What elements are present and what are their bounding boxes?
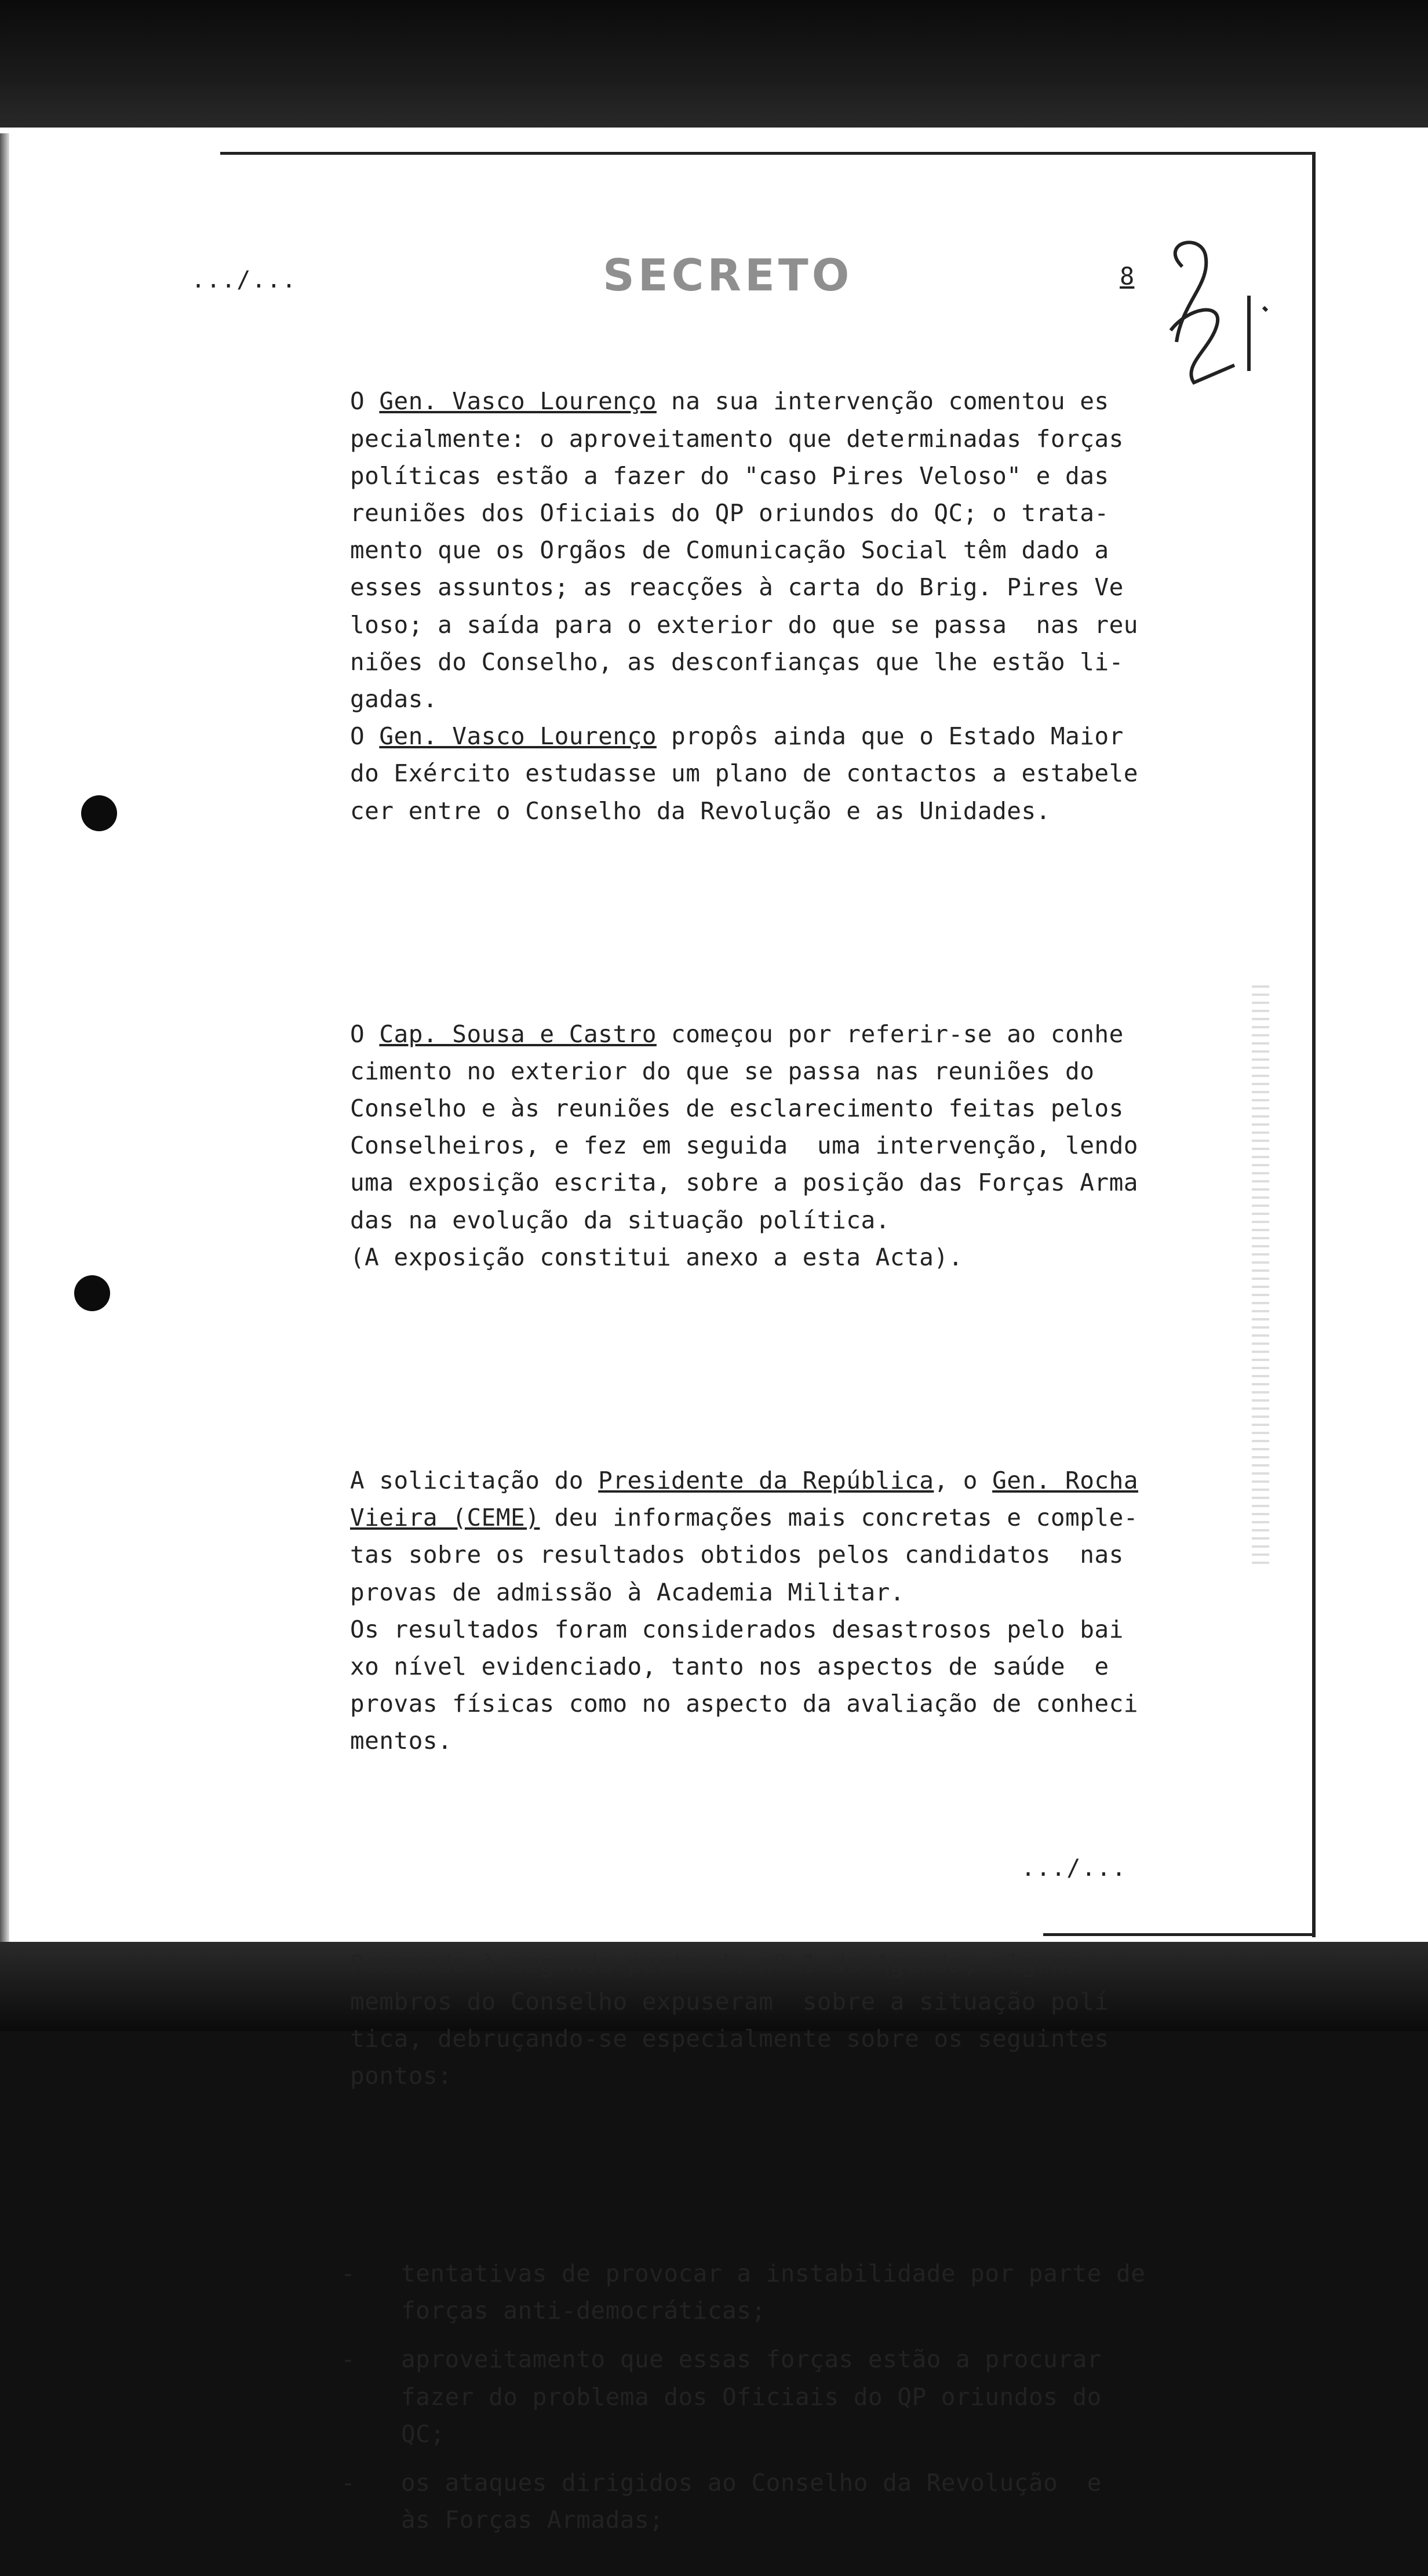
text-run: membros do Conselho expuseram sobre a situação polí	[350, 1987, 1109, 2015]
continuation-marker-bottom: .../...	[1021, 1855, 1127, 1882]
text-line	[350, 792, 1150, 829]
text-run: deu informações mais concretas e comple-	[540, 1504, 1138, 1532]
text-line	[350, 1239, 1150, 1276]
text-run: tas sobre os resultados obtidos pelos candidatos nas	[350, 1541, 1124, 1569]
text-run: esses assuntos; as reacções à carta do Brig. Pires Ve	[350, 573, 1124, 602]
text-line	[350, 1462, 1150, 1499]
punch-hole-icon	[74, 1275, 110, 1311]
text-line	[350, 1685, 1150, 1722]
continuation-marker-top: .../...	[191, 267, 297, 293]
text-line	[350, 457, 1150, 494]
underlined-name: Gen. Vasco Lourenço	[379, 387, 657, 416]
text-line	[350, 1016, 1150, 1053]
text-line	[350, 420, 1150, 457]
text-line	[350, 1053, 1150, 1090]
text-line	[350, 1536, 1150, 1573]
underlined-name: Gen. Vasco Lourenço	[379, 722, 657, 751]
underlined-name: Presidente da República	[598, 1466, 934, 1494]
text-line	[350, 1202, 1150, 1239]
text-line	[350, 681, 1150, 718]
text-line	[350, 1945, 1150, 1982]
scan-edge-left	[0, 133, 9, 1942]
bullet-dash: -	[341, 2345, 356, 2374]
text-run: cimento no exterior do que se passa nas reuniões do	[350, 1057, 1095, 1085]
paragraph-rocha-vieira	[350, 1462, 1150, 1760]
text-run: das na evolução da situação política.	[350, 1206, 890, 1234]
text-run: niões do Conselho, as desconfianças que lhe estão li-	[350, 647, 1124, 676]
text-line	[350, 494, 1150, 532]
text-run: políticas estão a fazer do "caso Pires Veloso" e das	[350, 461, 1109, 490]
text-line	[350, 532, 1150, 569]
text-run: começou por referir-se ao conhe	[656, 1020, 1124, 1048]
text-run: O	[350, 722, 380, 751]
points-list	[341, 2255, 1150, 2538]
text-line	[350, 1499, 1150, 1536]
list-item-line: forças anti-democráticas;	[401, 2297, 766, 2325]
text-run: provas físicas como no aspecto da avaliação de conheci	[350, 1690, 1138, 1718]
list-item-line: os ataques dirigidos ao Conselho da Revolução e	[401, 2468, 1102, 2497]
text-line	[350, 643, 1150, 681]
text-run: xo nível evidenciado, tanto nos aspectos de saúde e	[350, 1652, 1109, 1680]
scan-border-top	[0, 0, 1428, 133]
list-item	[341, 2341, 1150, 2453]
text-run: , o	[934, 1466, 993, 1494]
text-run: Os resultados foram considerados desastrosos pelo bai	[350, 1615, 1124, 1643]
list-item-line: tentativas de provocar a instabilidade por parte de	[401, 2259, 1146, 2287]
paragraph-vasco-lourenco	[350, 383, 1150, 829]
text-run: Conselheiros, e fez em seguida uma intervenção, lendo	[350, 1131, 1138, 1160]
document-body	[341, 308, 1150, 2576]
bullet-dash: -	[341, 2468, 356, 2497]
text-line	[350, 383, 1150, 420]
page-number: 8	[1120, 262, 1135, 290]
text-run: do Exército estudasse um plano de contactos a estabele	[350, 759, 1138, 788]
list-item	[341, 2255, 1150, 2329]
text-line	[350, 606, 1150, 643]
text-line	[350, 1611, 1150, 1648]
text-run: Passando à segunda parte do nº 1 da Agenda, alguns	[350, 1950, 1080, 1978]
text-line	[350, 1164, 1150, 1201]
paragraph-gap	[350, 904, 1150, 941]
paragraph-gap	[350, 2169, 1150, 2181]
text-line	[350, 1983, 1150, 2020]
text-line	[350, 569, 1150, 606]
list-item	[341, 2464, 1150, 2538]
text-line	[350, 1090, 1150, 1127]
text-line	[350, 718, 1150, 755]
text-line	[350, 2057, 1150, 2094]
text-line	[350, 2020, 1150, 2057]
list-item-line: fazer do problema dos Oficiais do QP oriundos do	[401, 2382, 1102, 2411]
text-line	[350, 1574, 1150, 1611]
classification-stamp: SECRETO	[603, 249, 853, 301]
text-run: provas de admissão à Academia Militar.	[350, 1578, 905, 1606]
list-item-line: aproveitamento que essas forças estão a procurar	[401, 2345, 1102, 2374]
text-run: mentos.	[350, 1727, 453, 1755]
text-run: O	[350, 387, 380, 416]
text-line	[350, 1722, 1150, 1759]
text-run: mento que os Orgãos de Comunicação Social têm dado a	[350, 536, 1109, 565]
text-run: pontos:	[350, 2061, 453, 2090]
text-run: Conselho e às reuniões de esclarecimento feitas pelos	[350, 1094, 1124, 1123]
handwritten-page-number-icon	[1148, 232, 1275, 417]
text-run: reuniões dos Oficiais do QP oriundos do QC; o trata-	[350, 499, 1109, 527]
text-run: uma exposição escrita, sobre a posição das Forças Arma	[350, 1169, 1138, 1197]
paragraph-gap	[350, 1350, 1150, 1387]
list-item-line: QC;	[401, 2419, 445, 2448]
bullet-dash: -	[341, 2259, 356, 2287]
underlined-name: Cap. Sousa e Castro	[379, 1020, 657, 1048]
list-item-line: às Forças Armadas;	[401, 2506, 664, 2534]
text-run: na sua intervenção comentou es	[656, 387, 1109, 416]
text-run: (A exposição constitui anexo a esta Acta).	[350, 1243, 963, 1271]
margin-noise	[1252, 985, 1269, 1565]
text-run: A solicitação do	[350, 1466, 599, 1494]
text-run: tica, debruçando-se especialmente sobre os seguintes	[350, 2024, 1109, 2053]
underlined-name: Vieira (CEME)	[350, 1504, 540, 1532]
text-run: pecialmente: o aproveitamento que determinadas forças	[350, 424, 1124, 453]
text-run: cer entre o Conselho da Revolução e as Unidades.	[350, 796, 1051, 825]
text-run: gadas.	[350, 685, 438, 714]
underlined-name: Gen. Rocha	[992, 1466, 1138, 1494]
frame-line-right	[1312, 152, 1316, 1937]
text-line	[350, 1648, 1150, 1685]
text-run: O	[350, 1020, 380, 1048]
text-run: loso; a saída para o exterior do que se passa nas reu	[350, 610, 1138, 639]
punch-hole-icon	[81, 795, 117, 831]
text-line	[350, 755, 1150, 792]
text-run: propôs ainda que o Estado Maior	[656, 722, 1124, 751]
frame-line-top	[220, 152, 1316, 155]
paragraph-sousa-castro	[350, 1016, 1150, 1276]
text-line	[350, 1127, 1150, 1164]
paragraph-agenda-intro	[350, 1945, 1150, 2094]
